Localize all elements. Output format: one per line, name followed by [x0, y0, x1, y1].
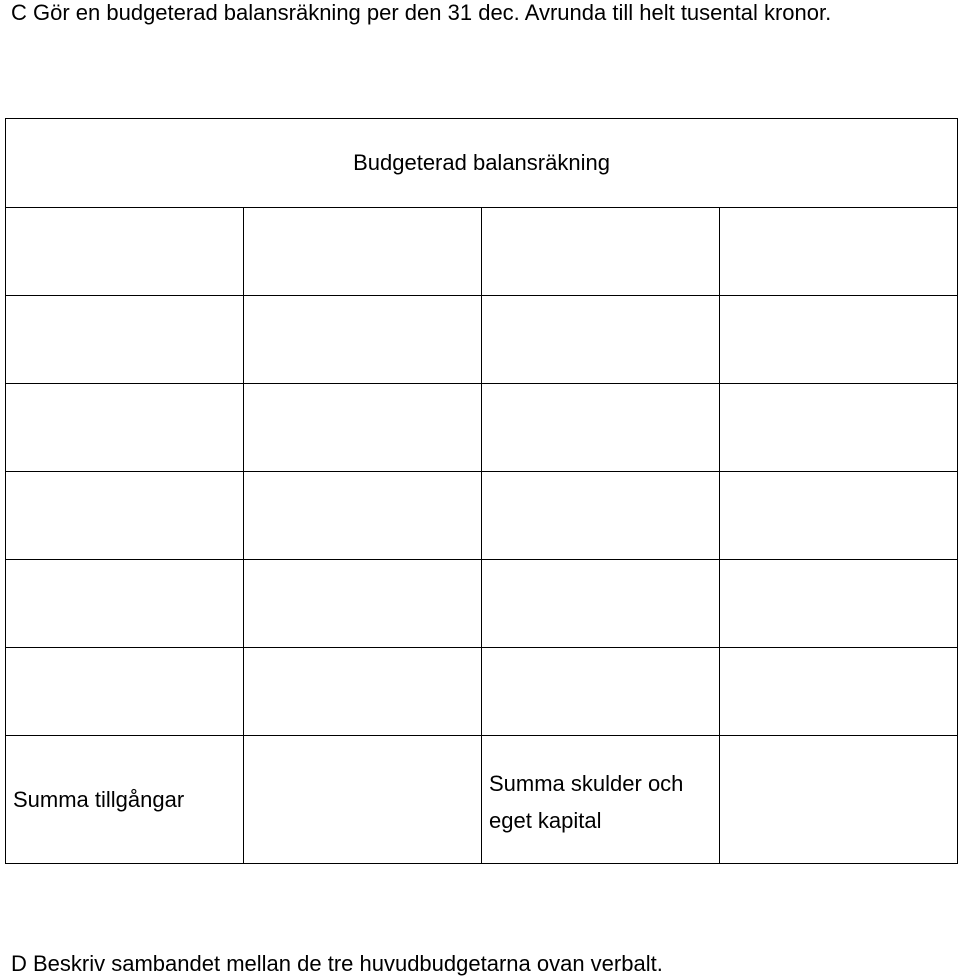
liability-name-cell[interactable] [482, 560, 720, 648]
totals-row [6, 736, 958, 864]
table-row [6, 296, 958, 384]
total-liabilities-equity-amount-cell[interactable] [720, 736, 958, 864]
asset-amount-cell[interactable] [244, 384, 482, 472]
liability-amount-cell[interactable] [720, 208, 958, 296]
asset-name-cell[interactable] [6, 296, 244, 384]
liability-name-cell[interactable] [482, 384, 720, 472]
liability-amount-cell[interactable] [720, 560, 958, 648]
asset-name-cell[interactable] [6, 384, 244, 472]
table-row [6, 648, 958, 736]
balance-sheet-table [5, 118, 958, 864]
liability-amount-cell[interactable] [720, 472, 958, 560]
asset-amount-cell[interactable] [244, 208, 482, 296]
table-row [6, 208, 958, 296]
total-assets-label: Summa tillgångar [6, 736, 244, 864]
balance-sheet-title: Budgeterad balansräkning [6, 119, 958, 208]
liability-amount-cell[interactable] [720, 384, 958, 472]
liability-name-cell[interactable] [482, 208, 720, 296]
table-row [6, 560, 958, 648]
asset-name-cell[interactable] [6, 560, 244, 648]
liability-name-cell[interactable] [482, 296, 720, 384]
asset-amount-cell[interactable] [244, 648, 482, 736]
task-d-instruction: D Beskriv sambandet mellan de tre huvudbudgetarna ovan verbalt. [11, 951, 663, 976]
table-row [6, 384, 958, 472]
asset-name-cell[interactable] [6, 208, 244, 296]
liability-amount-cell[interactable] [720, 296, 958, 384]
total-assets-amount-cell[interactable] [244, 736, 482, 864]
liability-name-cell[interactable] [482, 648, 720, 736]
asset-amount-cell[interactable] [244, 296, 482, 384]
asset-name-cell[interactable] [6, 472, 244, 560]
total-liabilities-equity-label: Summa skulder och eget kapital [482, 736, 720, 864]
liability-name-cell[interactable] [482, 472, 720, 560]
task-c-instruction: C Gör en budgeterad balansräkning per den 31 dec. Avrunda till helt tusental kronor. [11, 0, 832, 25]
liability-amount-cell[interactable] [720, 648, 958, 736]
asset-amount-cell[interactable] [244, 560, 482, 648]
asset-name-cell[interactable] [6, 648, 244, 736]
asset-amount-cell[interactable] [244, 472, 482, 560]
table-row [6, 472, 958, 560]
